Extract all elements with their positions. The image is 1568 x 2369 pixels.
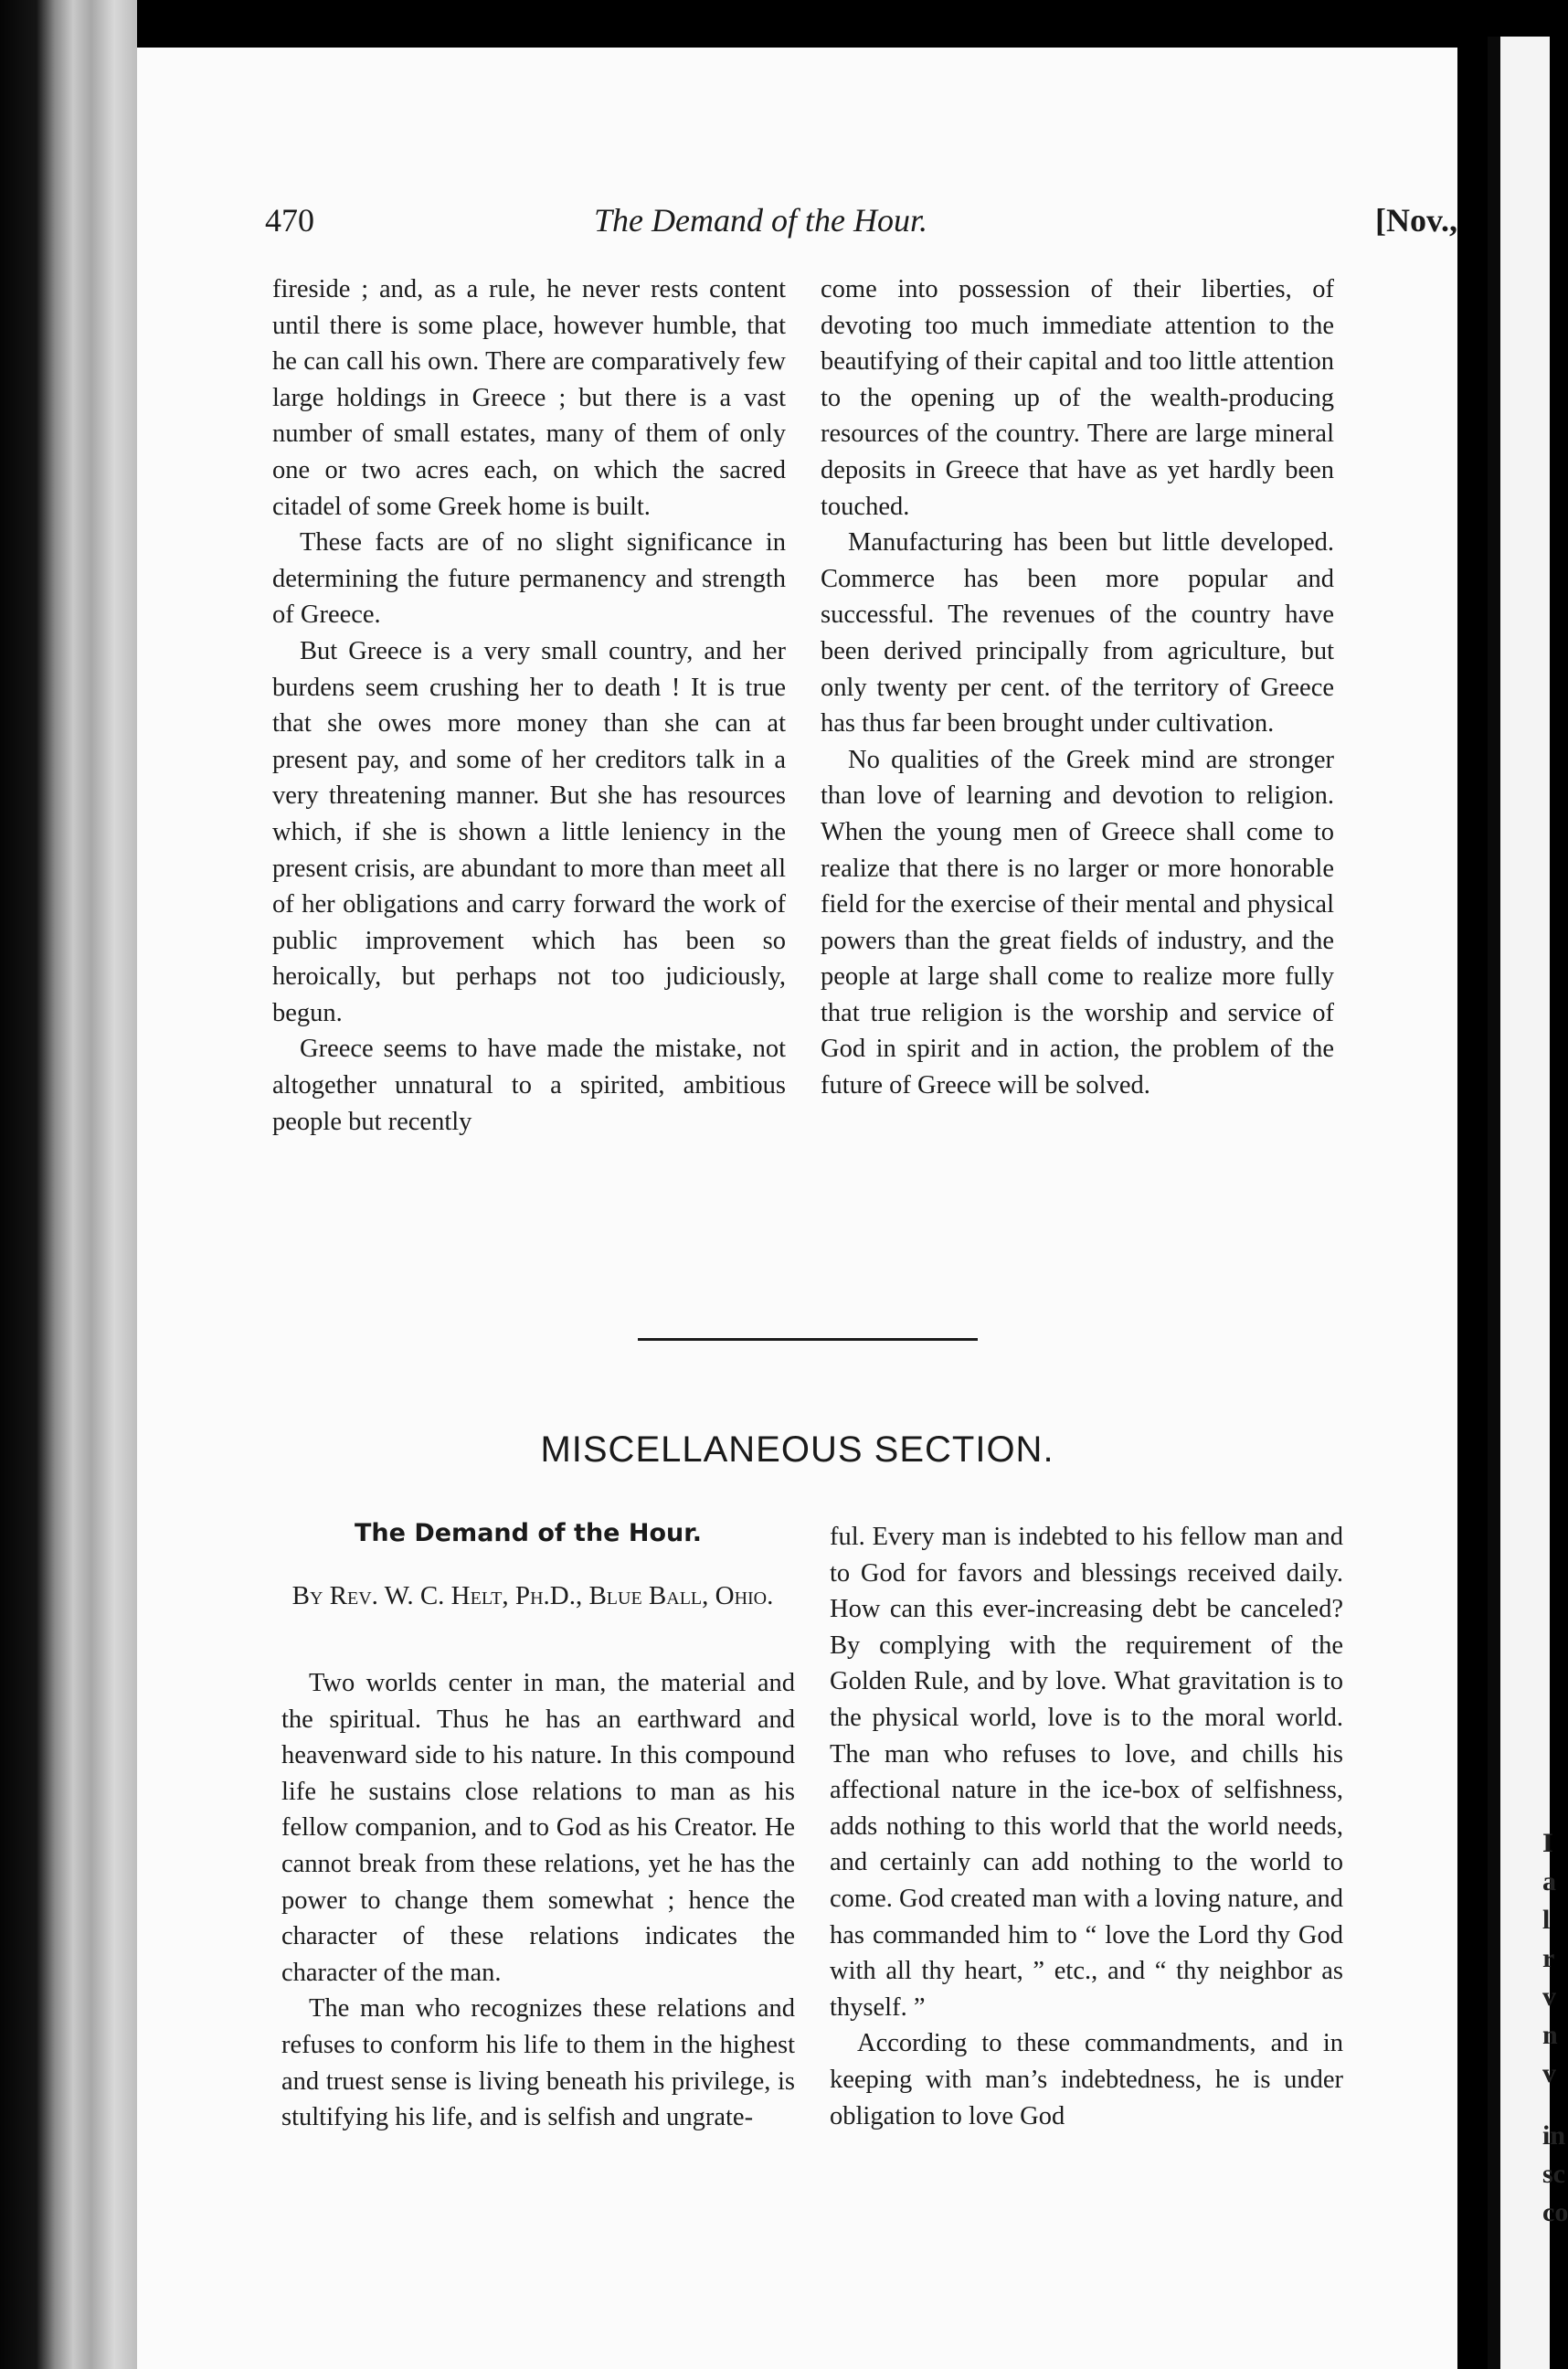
paragraph: Greece seems to have made the mistake, not altogether unnatural to a spirited, ambitious people but recently [272,1035,786,1136]
book-page [137,48,1457,2369]
section-title: MISCELLANEOUS SECTION. [540,1429,1054,1470]
column-top-left [272,271,786,1140]
adjacent-page-text: co [1542,2197,1568,2227]
adjacent-page-text: l [1542,1905,1551,1935]
page-gutter [1488,37,1500,2369]
paragraph: No qualities of the Greek mind are stronger than love of learning and devotion to religion. When the young men of Greece shall come to realize that there is no larger or more honorable field for the exercise of their mental and physical powers than the great fields of industry, and the people at large shall come to realize more fully that true religion is the worship and service of God in spirit and in action, the problem of the future of Greece will be solved. [821,745,1334,1100]
paragraph: But Greece is a very small country, and her burdens seem crushing her to death ! It is true that she owes more money than she can at present pay, and some of her creditors talk in a very threatening manner. But she has resources which, if she is shown a little leniency in the present crisis, are abundant to more than meet all of her obligations and carry forward the work of public improvement which has been so heroically, but perhaps not too judiciously, begun. [272,636,786,1027]
adjacent-page-text: v [1542,2058,1556,2088]
book-edge [0,0,137,2369]
byline: By Rev. W. C. Helt, Ph.D., Blue Ball, Ohio. [291,1581,774,1610]
running-head [265,201,1457,256]
issue-month: [Nov., [1375,202,1457,239]
adjacent-page-text: in [1542,2120,1566,2151]
paragraph: These facts are of no slight significance in determining the future permanency and strength of Greece. [272,528,786,630]
paragraph: fireside ; and, as a rule, he never rests content until there is some place, however humble, that he can call his own. There are comparatively few large holdings in Greece ; but there is a vast number of small estates, many of them of only one or two acres each, on which the sacred citadel of some Greek home is built. [272,275,786,521]
adjacent-page-text: r [1542,1943,1555,1973]
page-number: 470 [265,202,314,239]
column-top-right [821,271,1334,1104]
column-bottom-right [830,1519,1343,2134]
paragraph: Two worlds center in man, the material and the spiritual. Thus he has an earthward and heavenward side to his nature. In this compound life he sustains close relations to man as his fellow companion, and to God as his Creator. He cannot break from these relations, yet he has the power to change them somewhat ; hence the character of these relations indicates the character of the man. [281,1669,795,1987]
paragraph: come into possession of their liberties, of devoting too much immediate attention to the beautifying of their capital and too little attention to the opening up of the wealth-producing resources of the country. There are large mineral deposits in Greece that have as yet hardly been touched. [821,275,1334,521]
adjacent-page-text: n [1542,2020,1558,2050]
adjacent-page-text: sc [1542,2159,1565,2189]
article-title: The Demand of the Hour. [354,1519,702,1547]
adjacent-page [1488,37,1568,2369]
paragraph: Manufacturing has been but little developed. Commerce has been more popular and successful. The revenues of the country have been derived principally from agriculture, but only twenty per cent. of the territory of Greece has thus far been brought under cultivation. [821,528,1334,738]
adjacent-page-text: a [1542,1866,1556,1896]
adjacent-page-text: I [1542,1828,1553,1858]
paragraph: ful. Every man is indebted to his fellow man and to God for favors and blessings received daily. How can this ever-increasing debt be canceled? By complying with the requirement of the Golden Rule, and by love. What gravitation is to the physical world, love is to the moral world. The man who refuses to love, and chills his affectional nature in the ice-box of selfishness, adds nothing to this world that the world needs, and certainly can add nothing to the world to come. God created man with a loving nature, and has commanded him to “ love the Lord thy God with all thy heart, ” etc., and “ thy neighbor as thyself. ” [830,1523,1343,2022]
adjacent-page-text: v [1542,1981,1556,2012]
column-bottom-left [281,1665,795,2136]
paragraph: According to these commandments, and in keeping with man’s indebtedness, he is under obligation to love God [830,2029,1343,2130]
section-divider [638,1338,978,1341]
paragraph: The man who recognizes these relations and refuses to conform his life to them in the highest and truest sense is living beneath his privilege, is stultifying his life, and is selfish and ungrate- [281,1994,795,2132]
running-title: The Demand of the Hour. [594,202,927,239]
